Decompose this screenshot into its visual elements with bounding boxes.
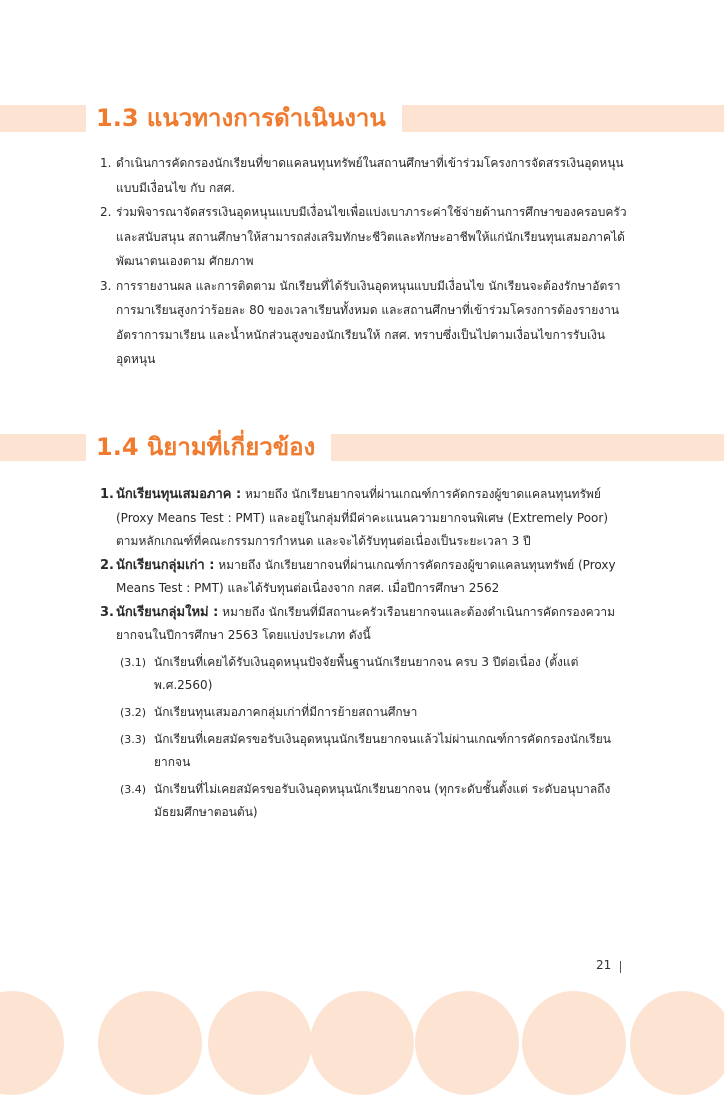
- list-item-text: ดำเนินการคัดกรองนักเรียนที่ขาดแคลนทุนทรัพย์ในสถานศึกษาที่เข้าร่วมโครงการจัดสรรเงินอุดหนุนแบบมีเงื่อนไข กับ กสศ.: [116, 156, 624, 195]
- definition-term: นักเรียนกลุ่มใหม่ :: [116, 604, 219, 620]
- definition-text: หมายถึง นักเรียนยากจนที่ผ่านเกณฑ์การคัดกรองผู้ขาดแคลนทุนทรัพย์ (Proxy Means Test : PMT) และได้รับทุนต่อเนื่องจาก กสศ. เมื่อปีการศึกษา 2562: [116, 557, 616, 595]
- section-1-3-title: 1.3 แนวทางการดำเนินงาน: [86, 98, 402, 138]
- list-item: [100, 151, 630, 200]
- decorative-circle: [98, 991, 202, 1095]
- sublist-text: นักเรียนที่เคยสมัครขอรับเงินอุดหนุนนักเรียนยากจนแล้วไม่ผ่านเกณฑ์การคัดกรองนักเรียนยากจน: [154, 731, 612, 769]
- definition-term: นักเรียนกลุ่มเก่า :: [116, 557, 215, 573]
- sublist-number: (3.3): [120, 732, 147, 746]
- list-item-number: 2.: [100, 205, 112, 219]
- definition-text: หมายถึง นักเรียนที่มีสถานะครัวเรือนยากจนและต้องดำเนินการคัดกรองความยากจนในปีการศึกษา 2563 โดยแบ่งประเภท ดังนี้: [116, 604, 616, 642]
- decorative-circle: [630, 991, 724, 1095]
- definition-number: 3.: [100, 604, 114, 620]
- sublist-text: นักเรียนทุนเสมอภาคกลุ่มเก่าที่มีการย้ายสถานศึกษา: [154, 704, 418, 719]
- decorative-circle: [0, 991, 64, 1095]
- section-1-4-list: [100, 483, 630, 828]
- page-number: 21: [596, 958, 612, 972]
- definition-sublist: [116, 651, 630, 824]
- list-item-text: การรายงานผล และการติดตาม นักเรียนที่ได้รับเงินอุดหนุนแบบมีเงื่อนไข นักเรียนจะต้องรักษาอัตราการมาเรียนสูงกว่าร้อยละ 80 ของเวลาเรียนทั้งหมด และสถานศึกษาที่เข้าร่วมโครงการต้องรายงานอัตราการมาเรียน และน้ำหนักส่วนสูงของนักเรียนให้ กสศ. ทราบซึ่งเป็นไปตามเงื่อนไขการรับเงินอุดหนุน: [116, 278, 621, 366]
- sublist-item: [116, 778, 630, 824]
- definition-term: นักเรียนทุนเสมอภาค :: [116, 487, 242, 502]
- definition-item: [100, 554, 630, 601]
- decorative-circle: [310, 991, 414, 1095]
- list-item: [100, 274, 630, 372]
- definition-item: [100, 601, 630, 824]
- definition-number: 2.: [100, 557, 114, 573]
- sublist-text: นักเรียนที่เคยได้รับเงินอุดหนุนปัจจัยพื้นฐานนักเรียนยากจน ครบ 3 ปีต่อเนื่อง (ตั้งแต่ พ.ศ.2560): [154, 654, 579, 692]
- list-item-text: ร่วมพิจารณาจัดสรรเงินอุดหนุนแบบมีเงื่อนไขเพื่อแบ่งเบาภาระค่าใช้จ่ายด้านการศึกษาของครอบครัว และสนับสนุน สถานศึกษาให้สามารถส่งเสริมทักษะชีวิตและทักษะอาชีพให้แก่นักเรียนทุนเสมอภาคได้พัฒนาตนเองตาม ศักยภาพ: [116, 205, 627, 268]
- sublist-text: นักเรียนที่ไม่เคยสมัครขอรับเงินอุดหนุนนักเรียนยากจน (ทุกระดับชั้นตั้งแต่ ระดับอนุบาลถึงมัธยมศึกษาตอนต้น): [154, 781, 611, 819]
- decorative-circle: [208, 991, 312, 1095]
- sublist-number: (3.1): [120, 655, 147, 669]
- sublist-item: [116, 728, 630, 774]
- decorative-circle: [522, 991, 626, 1095]
- sublist-item: [116, 651, 630, 697]
- list-item: [100, 200, 630, 274]
- decorative-circle: [415, 991, 519, 1095]
- sublist-number: (3.2): [120, 705, 147, 719]
- definition-text: หมายถึง นักเรียนยากจนที่ผ่านเกณฑ์การคัดกรองผู้ขาดแคลนทุนทรัพย์ (Proxy Means Test : PMT) และอยู่ในกลุ่มที่มีค่าคะแนนความยากจนพิเศษ (Extremely Poor) ตามหลักเกณฑ์ที่คณะกรรมการกำหนด และจะได้รับทุนต่อเนื่องเป็นระยะเวลา 3 ปี: [116, 487, 608, 548]
- section-1-3-list: [100, 151, 630, 372]
- sublist-number: (3.4): [120, 782, 147, 796]
- page-number-divider: [620, 961, 621, 973]
- sublist-item: [116, 701, 630, 724]
- list-item-number: 3.: [100, 278, 112, 293]
- definition-item: [100, 483, 630, 554]
- definition-number: 1.: [100, 487, 114, 502]
- list-item-number: 1.: [100, 156, 112, 170]
- section-1-4-title: 1.4 นิยามที่เกี่ยวข้อง: [86, 427, 331, 467]
